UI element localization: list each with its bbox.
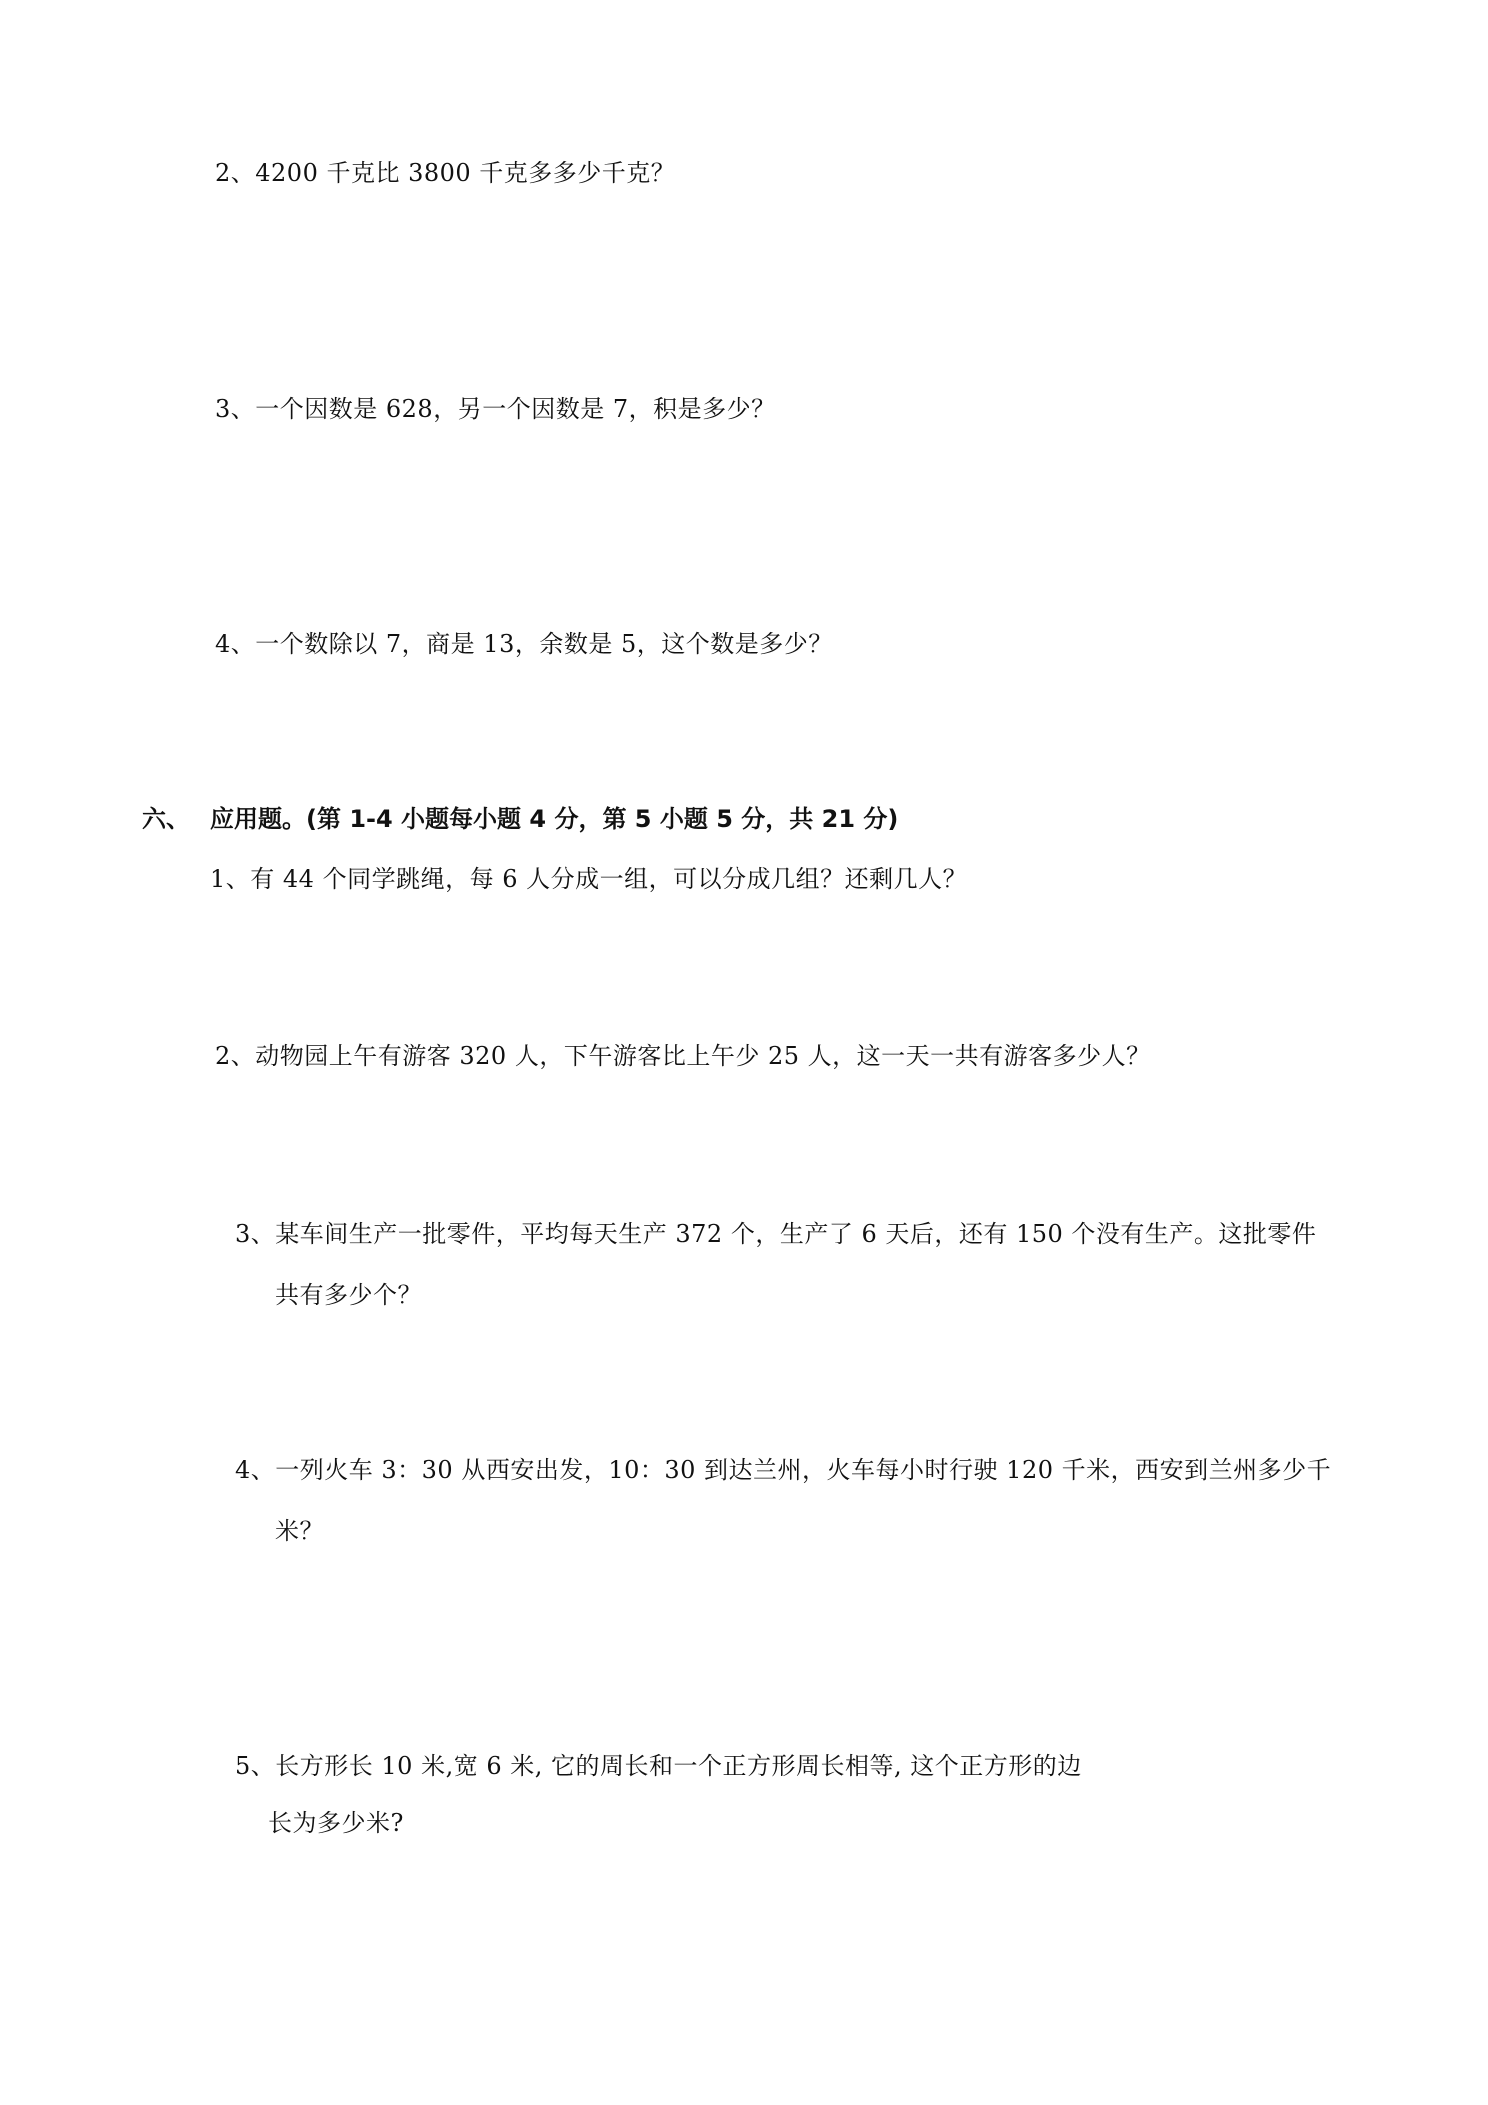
question-5-4: 4、一个数除以 7，商是 13，余数是 5，这个数是多少？ xyxy=(215,630,833,658)
question-6-2: 2、动物园上午有游客 320 人，下午游客比上午少 25 人，这一天一共有游客多少人？ xyxy=(215,1042,1151,1070)
question-6-4-line1: 4、一列火车 3：30 从西安出发，10：30 到达兰州，火车每小时行驶 120 千米，西安到兰州多少千 xyxy=(235,1456,1332,1484)
question-5-2: 2、4200 千克比 3800 千克多多少千克？ xyxy=(215,159,676,187)
question-6-5-line2: 长为多少米? xyxy=(268,1809,404,1837)
question-6-3-line1: 3、某车间生产一批零件，平均每天生产 372 个，生产了 6 天后，还有 150 个没有生产。这批零件 xyxy=(235,1220,1317,1248)
question-6-3-line2: 共有多少个？ xyxy=(275,1281,422,1309)
section-6-number: 六、 xyxy=(142,805,190,833)
section-6-title: 应用题。(第 1-4 小题每小题 4 分，第 5 小题 5 分，共 21 分) xyxy=(210,805,899,833)
question-6-5-line1: 5、长方形长 10 米,宽 6 米, 它的周长和一个正方形周长相等, 这个正方形的边 xyxy=(235,1752,1082,1780)
question-6-4-line2: 米？ xyxy=(275,1517,324,1545)
question-5-3: 3、一个因数是 628，另一个因数是 7，积是多少？ xyxy=(215,395,776,423)
question-6-1: 1、有 44 个同学跳绳，每 6 人分成一组，可以分成几组？还剩几人？ xyxy=(210,865,968,893)
